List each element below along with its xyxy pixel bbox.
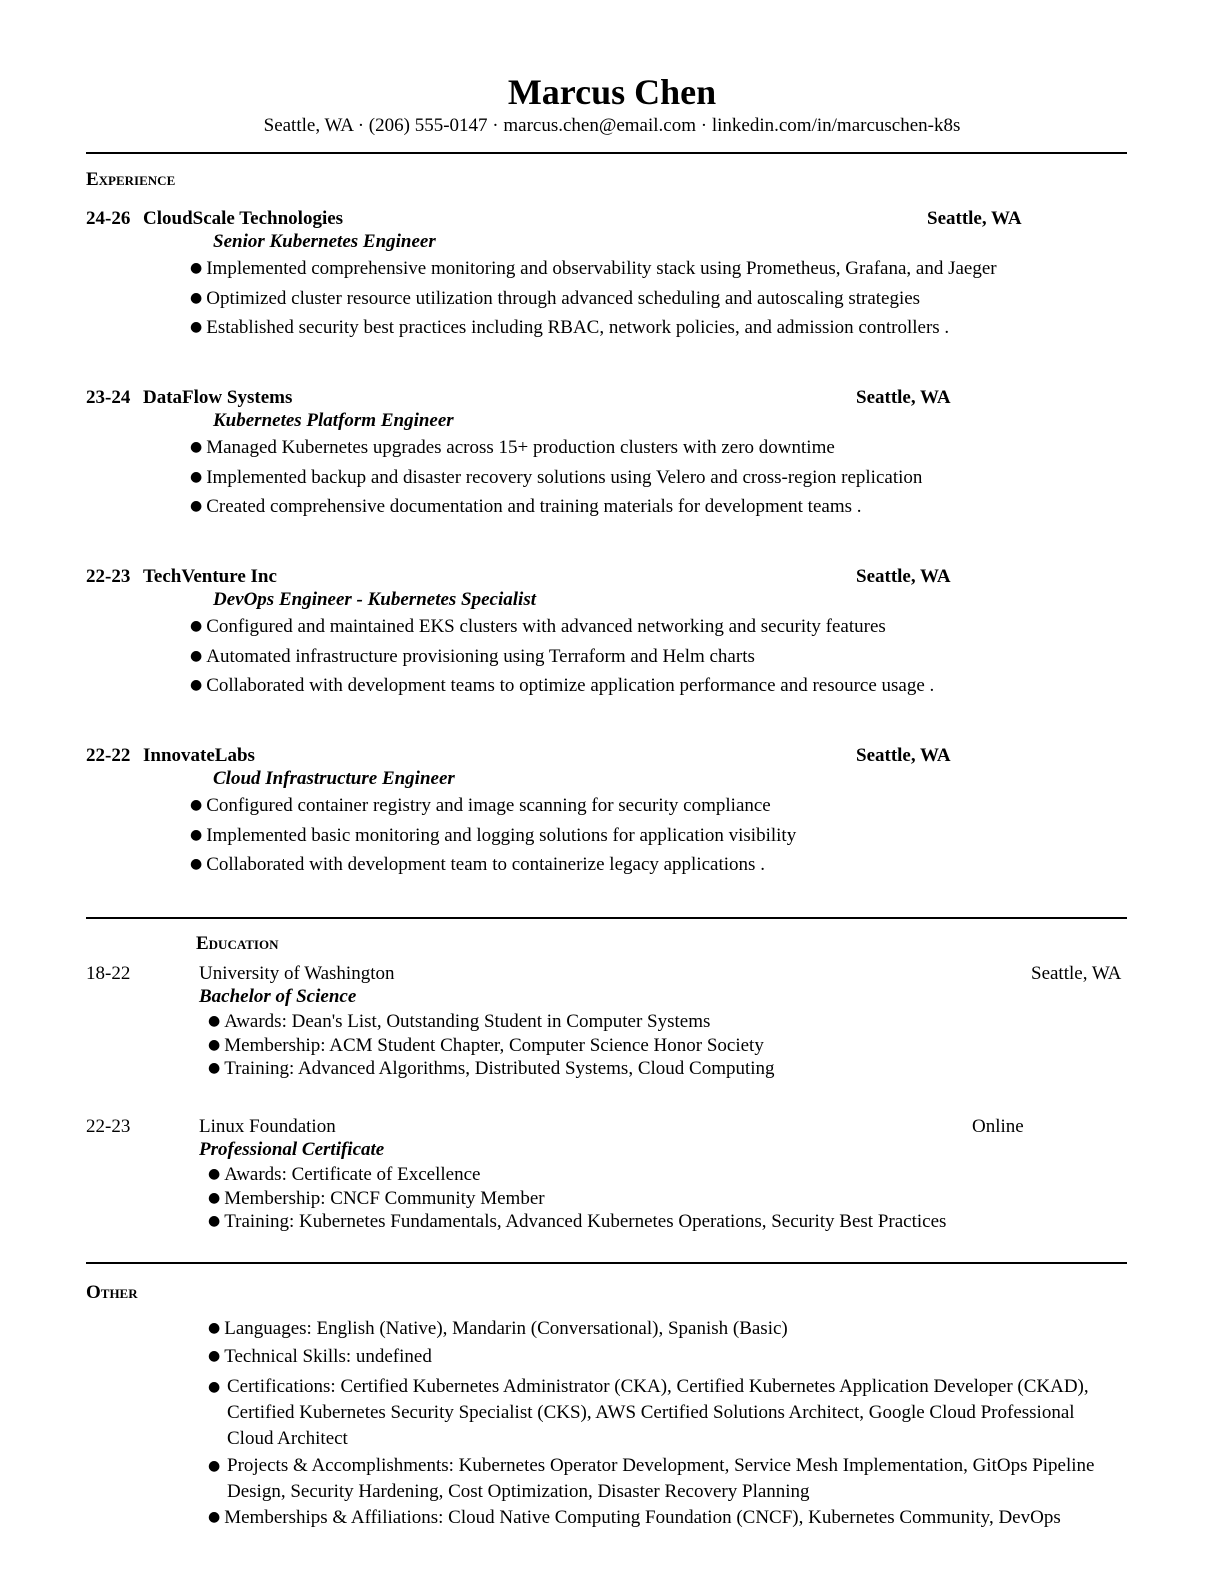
degree: Professional Certificate (199, 1139, 385, 1160)
bullet-icon: ● (208, 1060, 221, 1076)
job-bullet: ● Created comprehensive documentation and training materials for development teams . (190, 496, 862, 517)
job-dates: 24-26 (86, 208, 131, 229)
job-bullet: ● Automated infrastructure provisioning using Terraform and Helm charts (190, 646, 755, 667)
bullet-icon: ● (208, 1213, 221, 1229)
school-name: Linux Foundation (199, 1116, 336, 1137)
education-bullet: ● Membership: CNCF Community Member (208, 1188, 545, 1209)
education-divider (86, 1262, 1127, 1264)
bullet-icon: ● (208, 1166, 221, 1182)
bullet-icon: ● (190, 290, 203, 306)
school-dates: 18-22 (86, 963, 131, 984)
bullet-icon: ● (190, 439, 203, 455)
degree: Bachelor of Science (199, 986, 357, 1007)
education-heading: Education (196, 933, 279, 954)
school-dates: 22-23 (86, 1116, 131, 1137)
bullet-icon: ● (208, 1320, 221, 1336)
education-bullet: ● Training: Advanced Algorithms, Distributed Systems, Cloud Computing (208, 1058, 775, 1079)
bullet-icon: ● (190, 797, 203, 813)
education-bullet: ● Membership: ACM Student Chapter, Computer Science Honor Society (208, 1035, 764, 1056)
bullet-icon: ● (190, 856, 203, 872)
bullet-icon: ● (190, 260, 203, 276)
job-bullet: ● Managed Kubernetes upgrades across 15+ production clusters with zero downtime (190, 437, 835, 458)
other-item: ● Technical Skills: undefined (208, 1346, 432, 1367)
education-bullet: ● Training: Kubernetes Fundamentals, Advanced Kubernetes Operations, Security Best Practices (208, 1211, 947, 1232)
job-title: DevOps Engineer - Kubernetes Specialist (213, 589, 536, 610)
bullet-icon: ● (208, 1509, 221, 1525)
job-dates: 23-24 (86, 387, 131, 408)
job-dates: 22-23 (86, 566, 131, 587)
bullet-icon: ● (190, 618, 203, 634)
job-title: Kubernetes Platform Engineer (213, 410, 454, 431)
bullet-icon: ● (190, 498, 203, 514)
bullet-icon: ● (208, 1458, 221, 1474)
other-item: ● Certifications: Certified Kubernetes Administrator (CKA), Certified Kubernetes Application Developer (CKAD), Certified Kubernetes Security Specialist (CKS), AWS Certified Solutions Architect, Google Cloud Professional Cloud Architect (208, 1376, 1089, 1449)
bullet-icon: ● (190, 648, 203, 664)
experience-divider (86, 917, 1127, 919)
bullet-icon: ● (208, 1013, 221, 1029)
school-location: Seattle, WA (1031, 963, 1122, 984)
job-company: TechVenture Inc (143, 566, 277, 587)
bullet-icon: ● (208, 1379, 221, 1395)
job-location: Seattle, WA (856, 745, 951, 766)
job-bullet: ● Implemented basic monitoring and logging solutions for application visibility (190, 825, 797, 846)
candidate-name: Marcus Chen (507, 72, 717, 112)
school-name: University of Washington (199, 963, 395, 984)
job-company: CloudScale Technologies (143, 208, 344, 229)
header-divider (86, 152, 1127, 154)
bullet-icon: ● (190, 677, 203, 693)
job-title: Cloud Infrastructure Engineer (213, 768, 455, 789)
job-location: Seattle, WA (856, 566, 951, 587)
bullet-icon: ● (208, 1037, 221, 1053)
job-title: Senior Kubernetes Engineer (213, 231, 436, 252)
job-bullet: ● Configured container registry and image scanning for security compliance (190, 795, 771, 816)
bullet-icon: ● (208, 1190, 221, 1206)
other-heading: Other (86, 1282, 138, 1303)
bullet-icon: ● (190, 319, 203, 335)
job-bullet: ● Collaborated with development teams to optimize application performance and resource usage . (190, 675, 935, 696)
bullet-icon: ● (190, 469, 203, 485)
job-location: Seattle, WA (927, 208, 1022, 229)
job-dates: 22-22 (86, 745, 131, 766)
job-company: InnovateLabs (143, 745, 255, 766)
job-location: Seattle, WA (856, 387, 951, 408)
job-bullet: ● Collaborated with development team to containerize legacy applications . (190, 854, 765, 875)
job-company: DataFlow Systems (143, 387, 293, 408)
experience-heading: Experience (86, 169, 176, 190)
job-bullet: ● Implemented backup and disaster recovery solutions using Velero and cross-region replication (190, 467, 923, 488)
job-bullet: ● Established security best practices including RBAC, network policies, and admission controllers . (190, 317, 950, 338)
job-bullet: ● Optimized cluster resource utilization through advanced scheduling and autoscaling strategies (190, 288, 921, 309)
school-location: Online (972, 1116, 1024, 1137)
education-bullet: ● Awards: Dean's List, Outstanding Student in Computer Systems (208, 1011, 711, 1032)
job-bullet: ● Implemented comprehensive monitoring and observability stack using Prometheus, Grafana, and Jaeger (190, 258, 997, 279)
education-bullet: ● Awards: Certificate of Excellence (208, 1164, 481, 1185)
bullet-icon: ● (208, 1348, 221, 1364)
contact-line: Seattle, WA · (206) 555-0147 · marcus.chen@email.com · linkedin.com/in/marcuschen-k8s (263, 115, 961, 136)
other-item: ● Languages: English (Native), Mandarin (Conversational), Spanish (Basic) (208, 1318, 788, 1339)
job-bullet: ● Configured and maintained EKS clusters with advanced networking and security features (190, 616, 886, 637)
bullet-icon: ● (190, 827, 203, 843)
other-item: ● Memberships & Affiliations: Cloud Native Computing Foundation (CNCF), Kubernetes Community, DevOps (208, 1507, 1061, 1528)
other-item: ● Projects & Accomplishments: Kubernetes Operator Development, Service Mesh Implementation, GitOps Pipeline Design, Security Hardening, Cost Optimization, Disaster Recovery Planning (208, 1455, 1095, 1502)
